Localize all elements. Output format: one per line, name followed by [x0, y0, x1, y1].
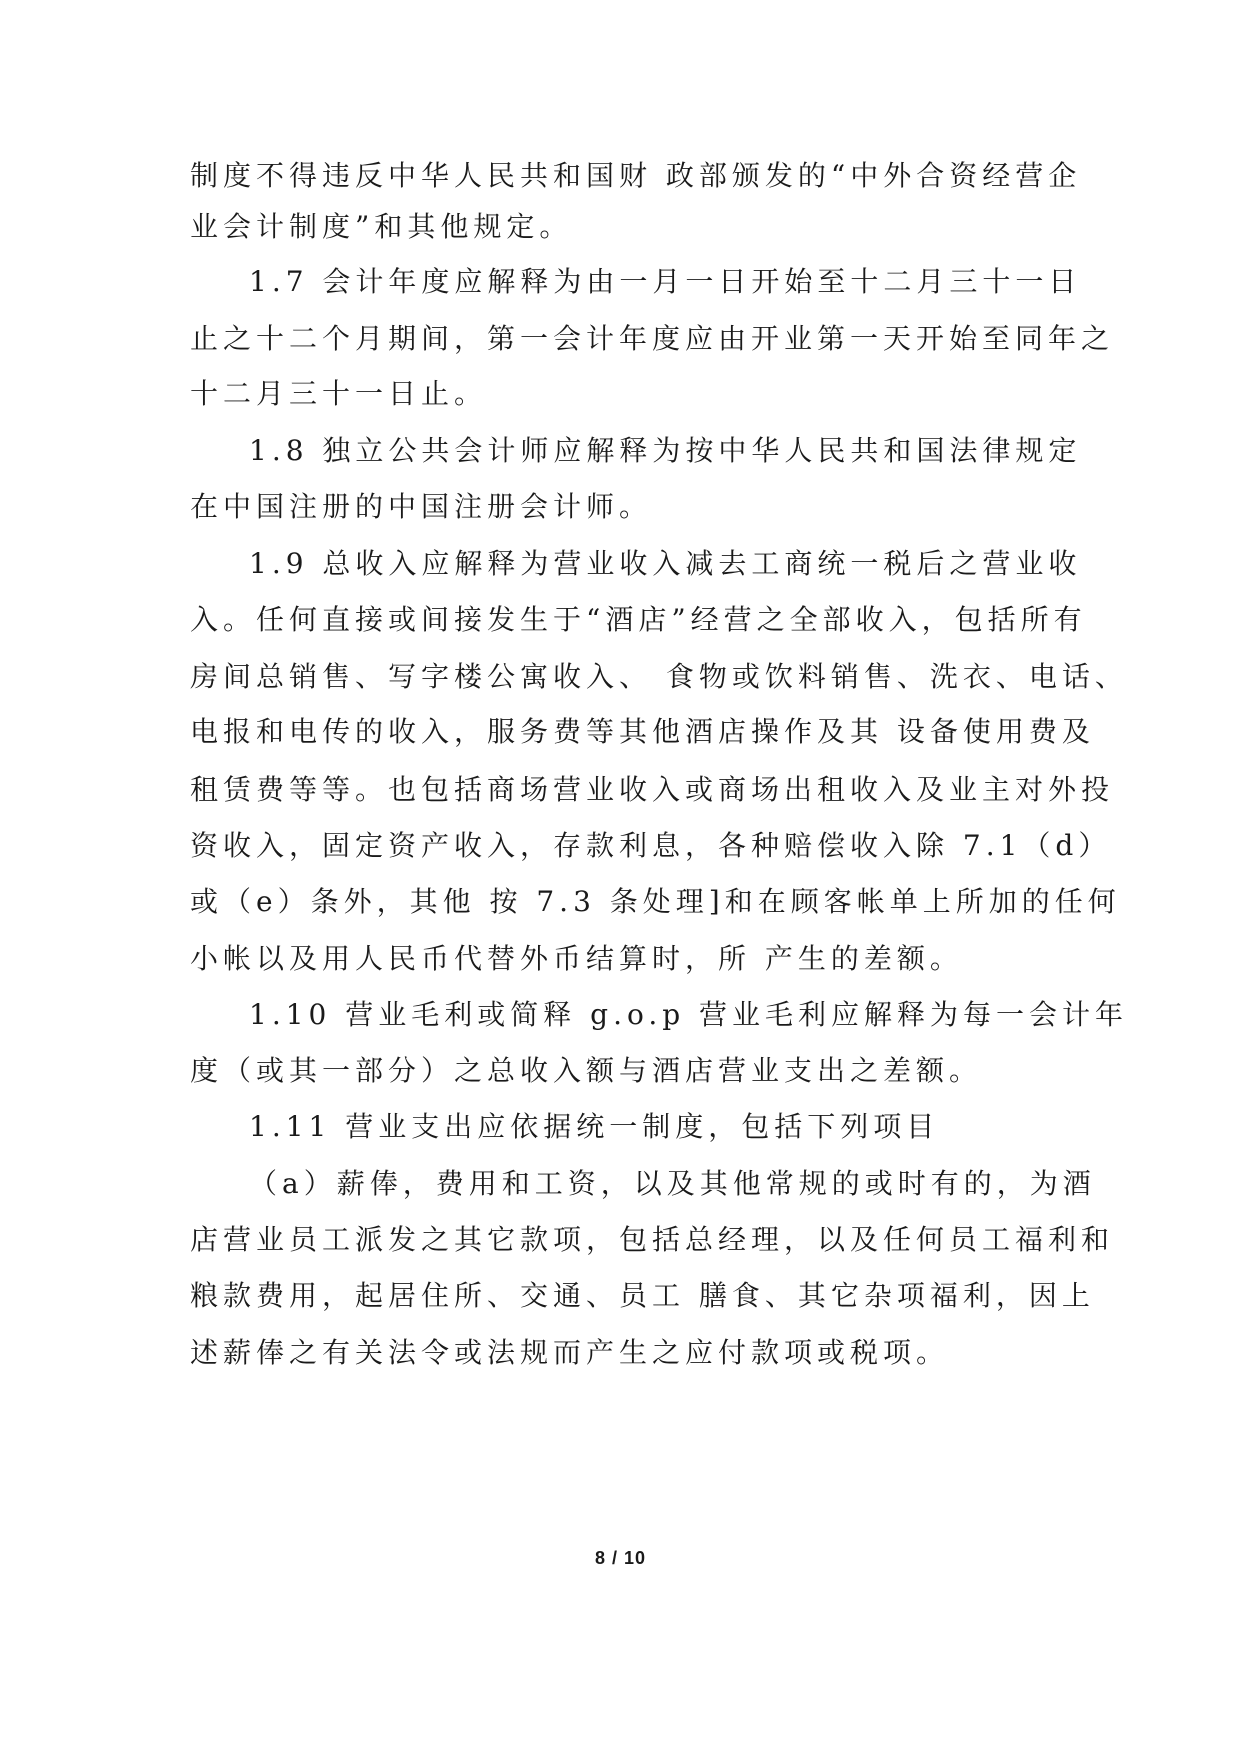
text-line: 入。任何直接或间接发生于“酒店”经营之全部收入，包括所有 [190, 603, 1087, 636]
text-line: 在中国注册的中国注册会计师。 [190, 490, 653, 523]
text-line: 1.9 总收入应解释为营业收入减去工商统一税后之营业收 [249, 547, 1082, 580]
text-line: 止之十二个月期间，第一会计年度应由开业第一天开始至同年之 [190, 322, 1115, 355]
text-line: 业会计制度”和其他规定。 [190, 210, 573, 243]
text-line: 度（或其一部分）之总收入额与酒店营业支出之差额。 [190, 1054, 983, 1087]
text-line: 资收入，固定资产收入，存款利息，各种赔偿收入除 7.1（d） [190, 829, 1112, 862]
text-line: 1.8 独立公共会计师应解释为按中华人民共和国法律规定 [249, 434, 1082, 467]
text-line: 1.7 会计年度应解释为由一月一日开始至十二月三十一日 [249, 265, 1082, 298]
text-line: 述薪俸之有关法令或法规而产生之应付款项或税项。 [190, 1336, 950, 1369]
text-line: 店营业员工派发之其它款项，包括总经理，以及任何员工福利和 [190, 1223, 1115, 1256]
text-line: 十二月三十一日止。 [190, 377, 488, 410]
text-line: 制度不得违反中华人民共和国财 政部颁发的“中外合资经营企 [190, 159, 1082, 192]
text-line: 房间总销售、写字楼公寓收入、 食物或饮料销售、洗衣、电话、 [190, 660, 1128, 693]
text-line: 电报和电传的收入，服务费等其他酒店操作及其 设备使用费及 [190, 715, 1095, 748]
text-line: 粮款费用，起居住所、交通、员工 膳食、其它杂项福利，因上 [190, 1279, 1095, 1312]
text-line: 1.11 营业支出应依据统一制度，包括下列项目 [249, 1110, 940, 1143]
text-line: 1.10 营业毛利或简释 g.o.p 营业毛利应解释为每一会计年 [249, 998, 1129, 1031]
text-line: 小帐以及用人民币代替外币结算时，所 产生的差额。 [190, 942, 963, 975]
page-number: 8 / 10 [594, 1548, 647, 1568]
text-line: 租赁费等等。也包括商场营业收入或商场出租收入及业主对外投 [190, 773, 1115, 806]
text-line: （a）薪俸，费用和工资，以及其他常规的或时有的，为酒 [249, 1167, 1096, 1200]
text-line: 或（e）条外，其他 按 7.3 条处理]和在顾客帐单上所加的任何 [190, 885, 1121, 918]
